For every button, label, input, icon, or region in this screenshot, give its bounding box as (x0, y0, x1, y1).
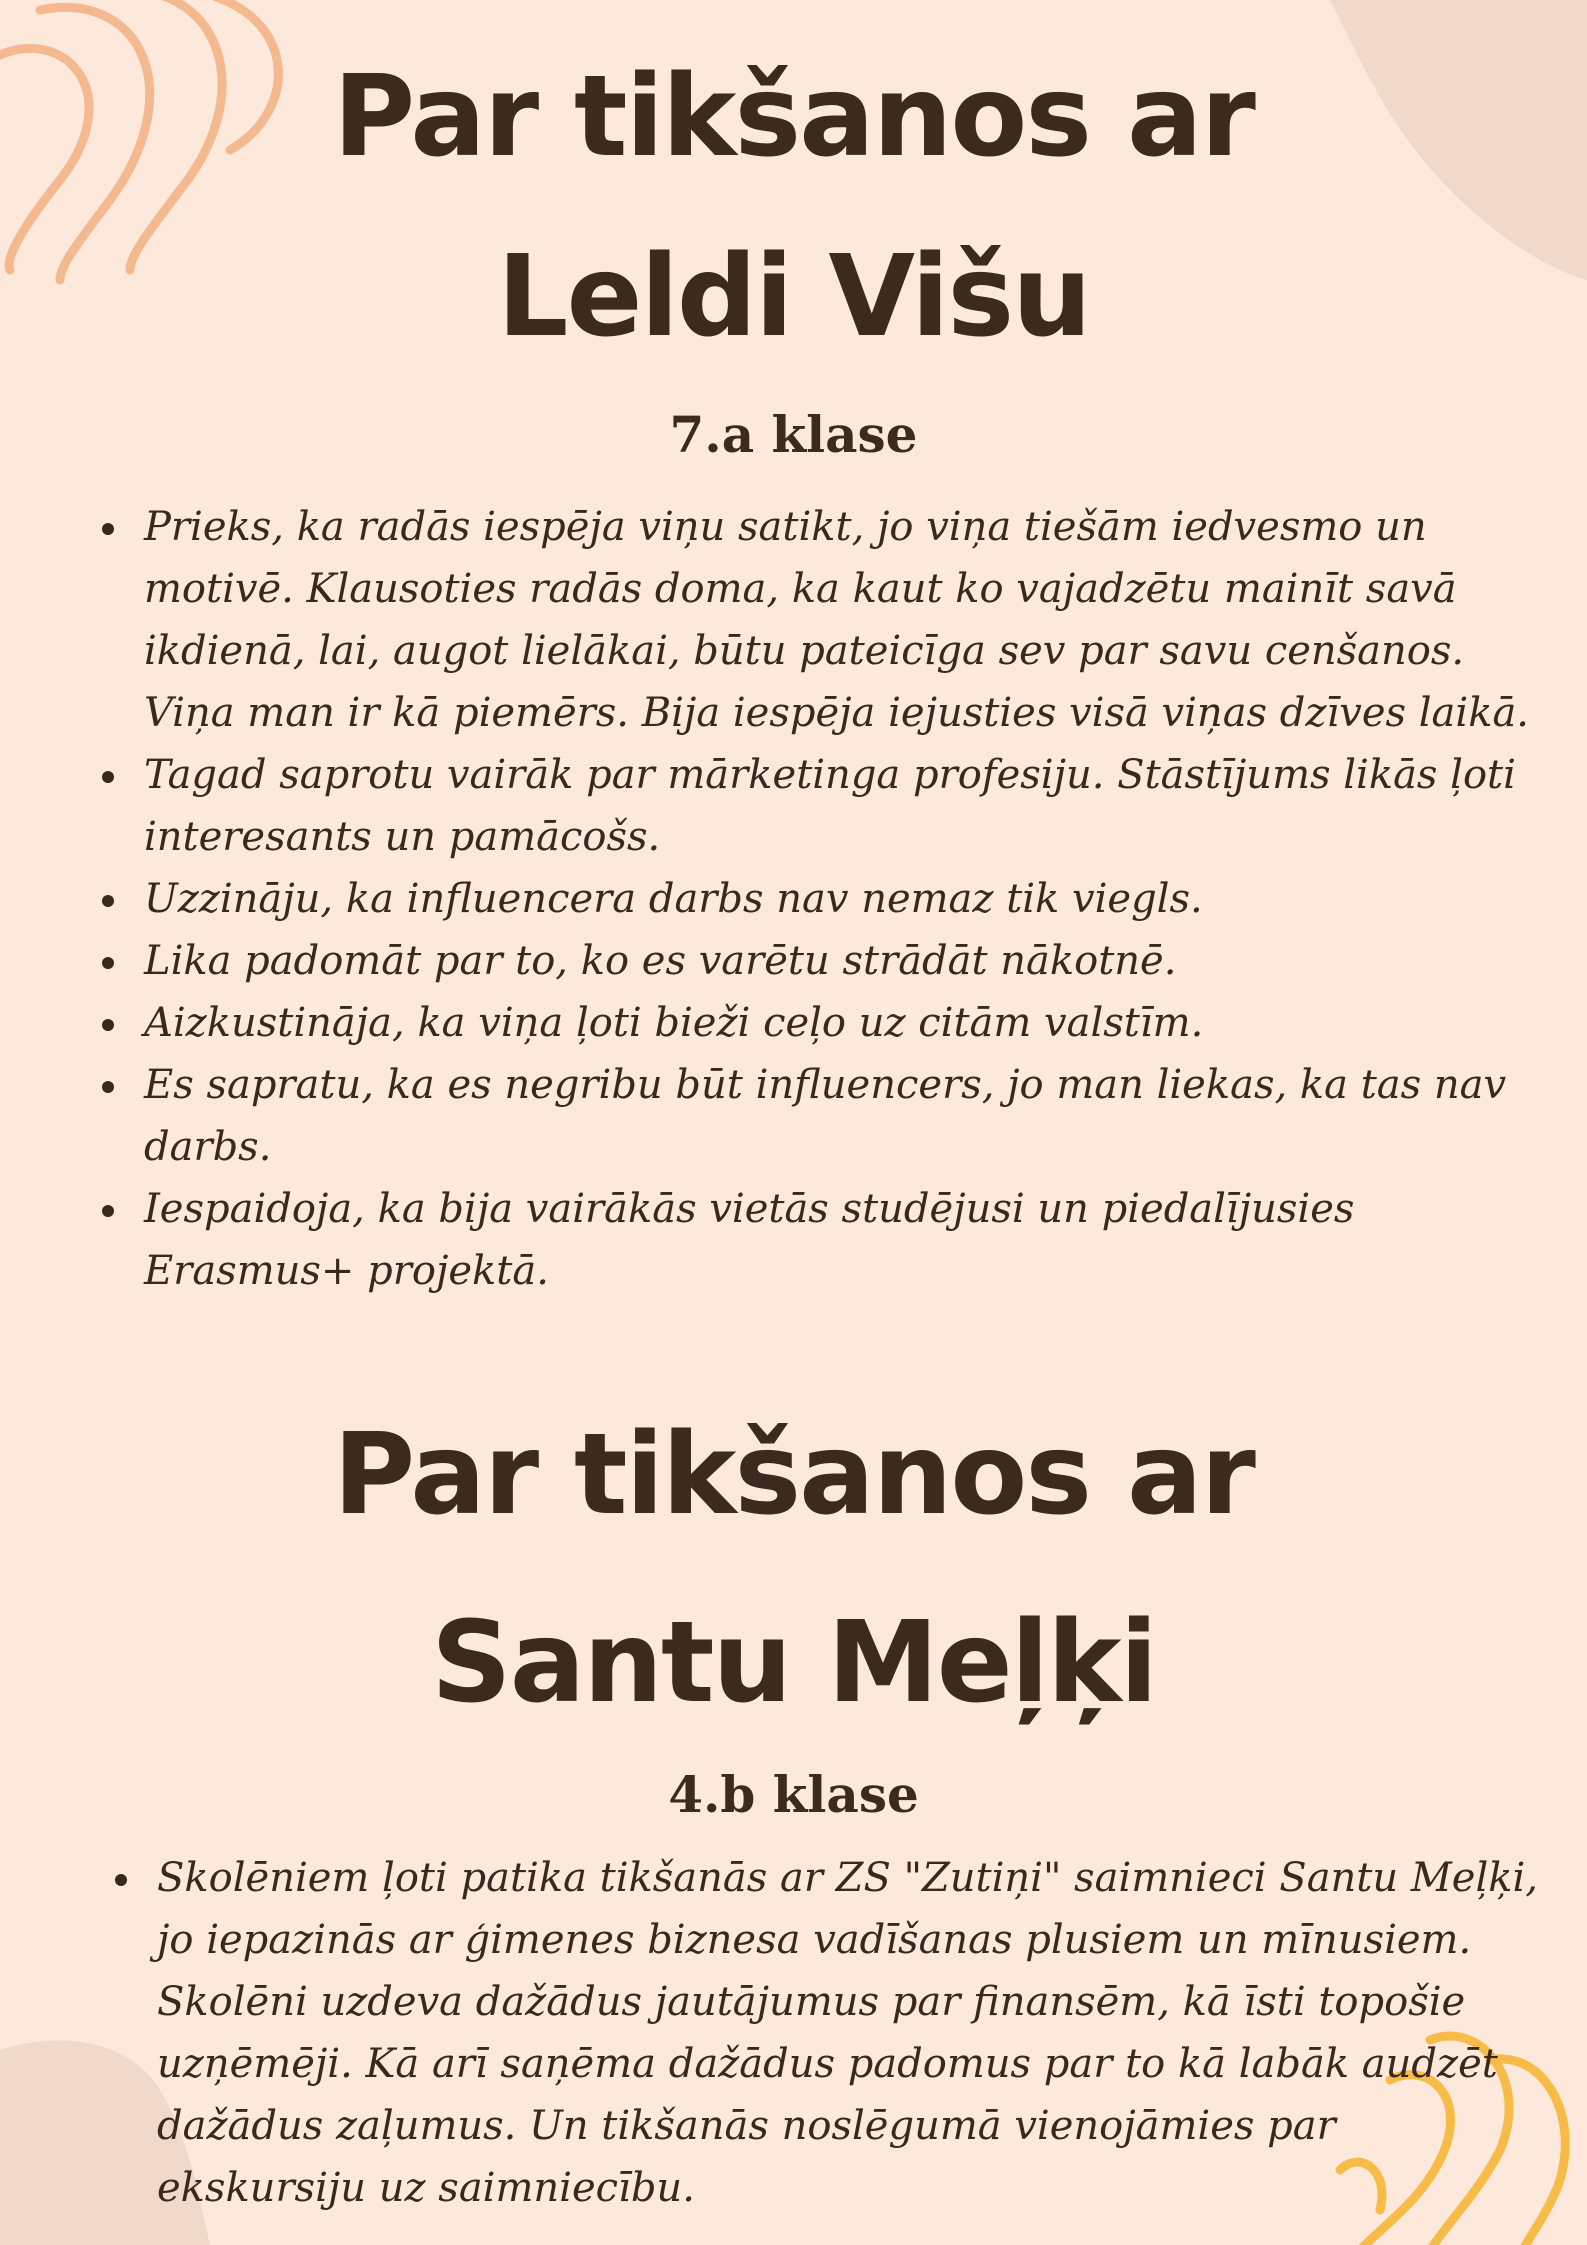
section1-bullet-list (102, 496, 1542, 1302)
list-item: Aizkustināja, ka viņa ļoti bieži ceļo uz citām valstīm. (102, 992, 1542, 1054)
section2-title-line1: Par tikšanos ar (333, 1410, 1254, 1540)
section1-class-label: 7.a klase (669, 405, 918, 464)
section2-class-label: 4.b klase (668, 1765, 919, 1824)
list-item: Tagad saprotu vairāk par mārketinga profesiju. Stāstījums likās ļoti interesants un pamācošs. (102, 744, 1542, 868)
section1-title-line1: Par tikšanos ar (333, 52, 1254, 182)
list-item: Es sapratu, ka es negribu būt influencers, jo man liekas, ka tas nav darbs. (102, 1054, 1542, 1178)
list-item: Iespaidoja, ka bija vairākās vietās studējusi un piedalījusies Erasmus+ projektā. (102, 1178, 1542, 1302)
section1-title-line2: Leldi Višu (497, 232, 1090, 362)
list-item: Skolēniem ļoti patika tikšanās ar ZS "Zutiņi" saimnieci Santu Meļķi, jo iepazinās ar ģimenes biznesa vadīšanas plusiem un mīnusiem. Skolēni uzdeva dažādus jautājumus par finansēm, kā īsti topošie uzņēmēji. Kā arī saņēma dažādus padomus par to kā labāk audzēt dažādus zaļumus. Un tikšanās noslēgumā vienojāmies par ekskursiju uz saimniecību. (115, 1847, 1555, 2219)
section2-title-line2: Santu Meļķi (431, 1598, 1156, 1728)
list-item: Uzzināju, ka influencera darbs nav nemaz tik viegls. (102, 868, 1542, 930)
list-item: Lika padomāt par to, ko es varētu strādāt nākotnē. (102, 930, 1542, 992)
list-item: Prieks, ka radās iespēja viņu satikt, jo viņa tiešām iedvesmo un motivē. Klausoties radās doma, ka kaut ko vajadzētu mainīt savā ikdienā, lai, augot lielākai, būtu pateicīga sev par savu cenšanos. Viņa man ir kā piemērs. Bija iespēja iejusties visā viņas dzīves laikā. (102, 496, 1542, 744)
section2-bullet-list (115, 1847, 1555, 2219)
